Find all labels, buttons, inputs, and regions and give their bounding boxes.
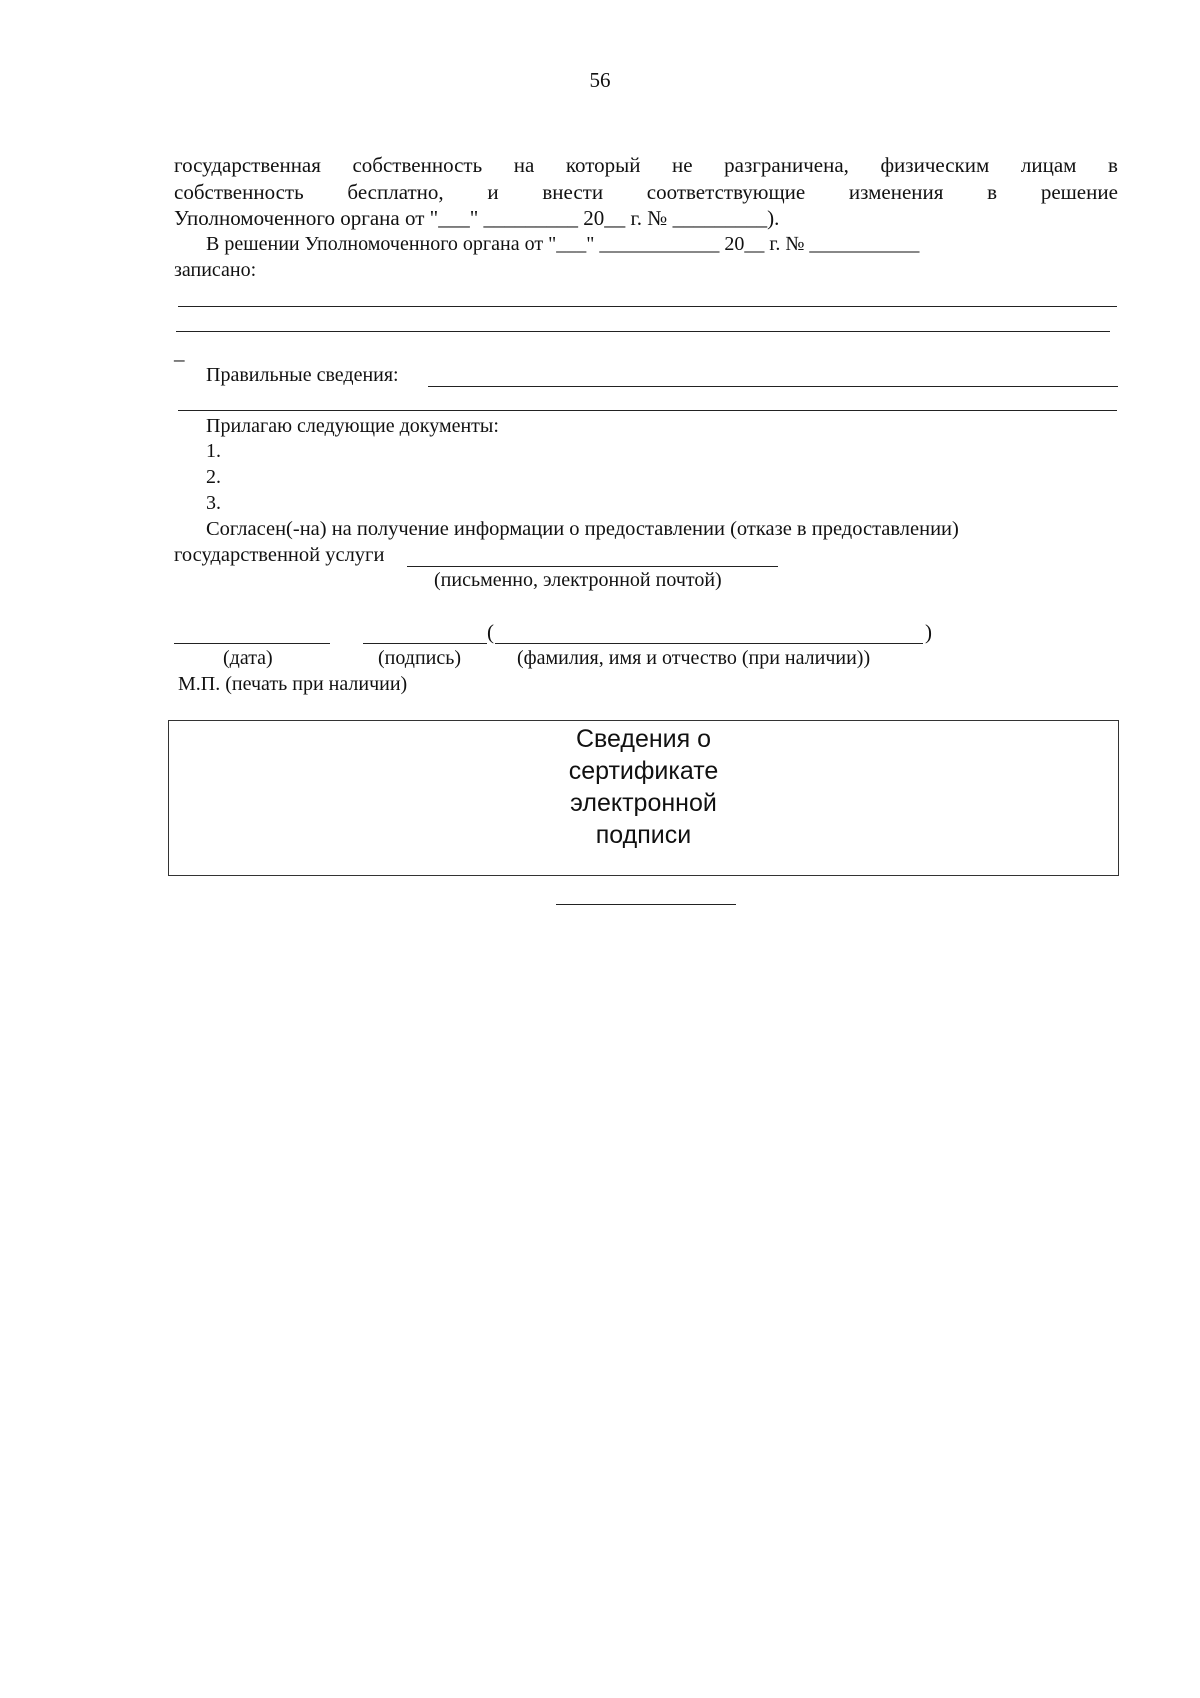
paragraph2-line2: записано: xyxy=(174,259,257,281)
word: бесплатно, xyxy=(347,180,444,204)
word: в xyxy=(1108,153,1118,177)
name-label: (фамилия, имя и отчество (при наличии)) xyxy=(517,647,871,669)
correct-info-line xyxy=(428,386,1118,387)
word: не xyxy=(672,153,693,177)
certificate-line: подписи xyxy=(595,821,692,849)
attachment-item: 3. xyxy=(206,492,221,514)
date-line xyxy=(174,643,330,644)
paragraph1-line1 xyxy=(174,153,1118,178)
word: разграничена, xyxy=(724,153,849,177)
word: изменения xyxy=(848,180,944,204)
correct-info-label: Правильные сведения: xyxy=(206,364,399,386)
stamp-note: М.П. (печать при наличии) xyxy=(178,673,408,695)
blank-line xyxy=(178,410,1117,411)
word: на xyxy=(513,153,535,177)
attachments-title: Прилагаю следующие документы: xyxy=(206,415,499,437)
word: государственная xyxy=(174,153,321,177)
page-number: 56 xyxy=(589,68,611,92)
paragraph1-line3-b: _________). xyxy=(672,206,780,230)
word: который xyxy=(565,153,641,177)
word: собственность xyxy=(174,180,304,204)
paragraph1-line2 xyxy=(174,180,1118,205)
name-close-paren: ) xyxy=(925,620,932,644)
consent-method-line xyxy=(407,566,778,567)
word: физическим xyxy=(880,153,990,177)
attachment-item: 1. xyxy=(206,440,221,462)
word: лицам xyxy=(1020,153,1077,177)
paragraph1-line3-a: Уполномоченного органа от "___" _________ 20__ г. № xyxy=(174,206,668,230)
certificate-text xyxy=(169,721,1118,851)
blank-line xyxy=(176,331,1110,332)
signature-line xyxy=(363,643,487,644)
consent-line1: Согласен(-на) на получение информации о предоставлении (отказе в предоставлении) xyxy=(206,518,959,540)
paragraph1-line3 xyxy=(174,206,779,231)
certificate-line: электронной xyxy=(570,789,717,817)
consent-hint: (письменно, электронной почтой) xyxy=(434,569,722,591)
end-separator xyxy=(556,904,736,905)
word: собственность xyxy=(352,153,483,177)
blank-line xyxy=(178,306,1117,307)
word: соответствующие xyxy=(646,180,806,204)
word: внести xyxy=(542,180,604,204)
consent-line2: государственной услуги xyxy=(174,544,385,566)
word: в xyxy=(987,180,998,204)
attachment-item: 2. xyxy=(206,466,221,488)
certificate-line: сертификате xyxy=(568,757,719,785)
name-line xyxy=(495,643,923,644)
certificate-box xyxy=(168,720,1119,876)
dash-mark: _ xyxy=(174,340,185,364)
date-label: (дата) xyxy=(223,647,273,669)
word: решение xyxy=(1040,180,1118,204)
word: и xyxy=(487,180,499,204)
signature-label: (подпись) xyxy=(378,647,462,669)
name-open-paren: ( xyxy=(487,620,494,644)
paragraph2-line1: В решении Уполномоченного органа от "___" ____________ 20__ г. № ___________ xyxy=(206,233,920,255)
certificate-line: Сведения о xyxy=(575,725,712,753)
